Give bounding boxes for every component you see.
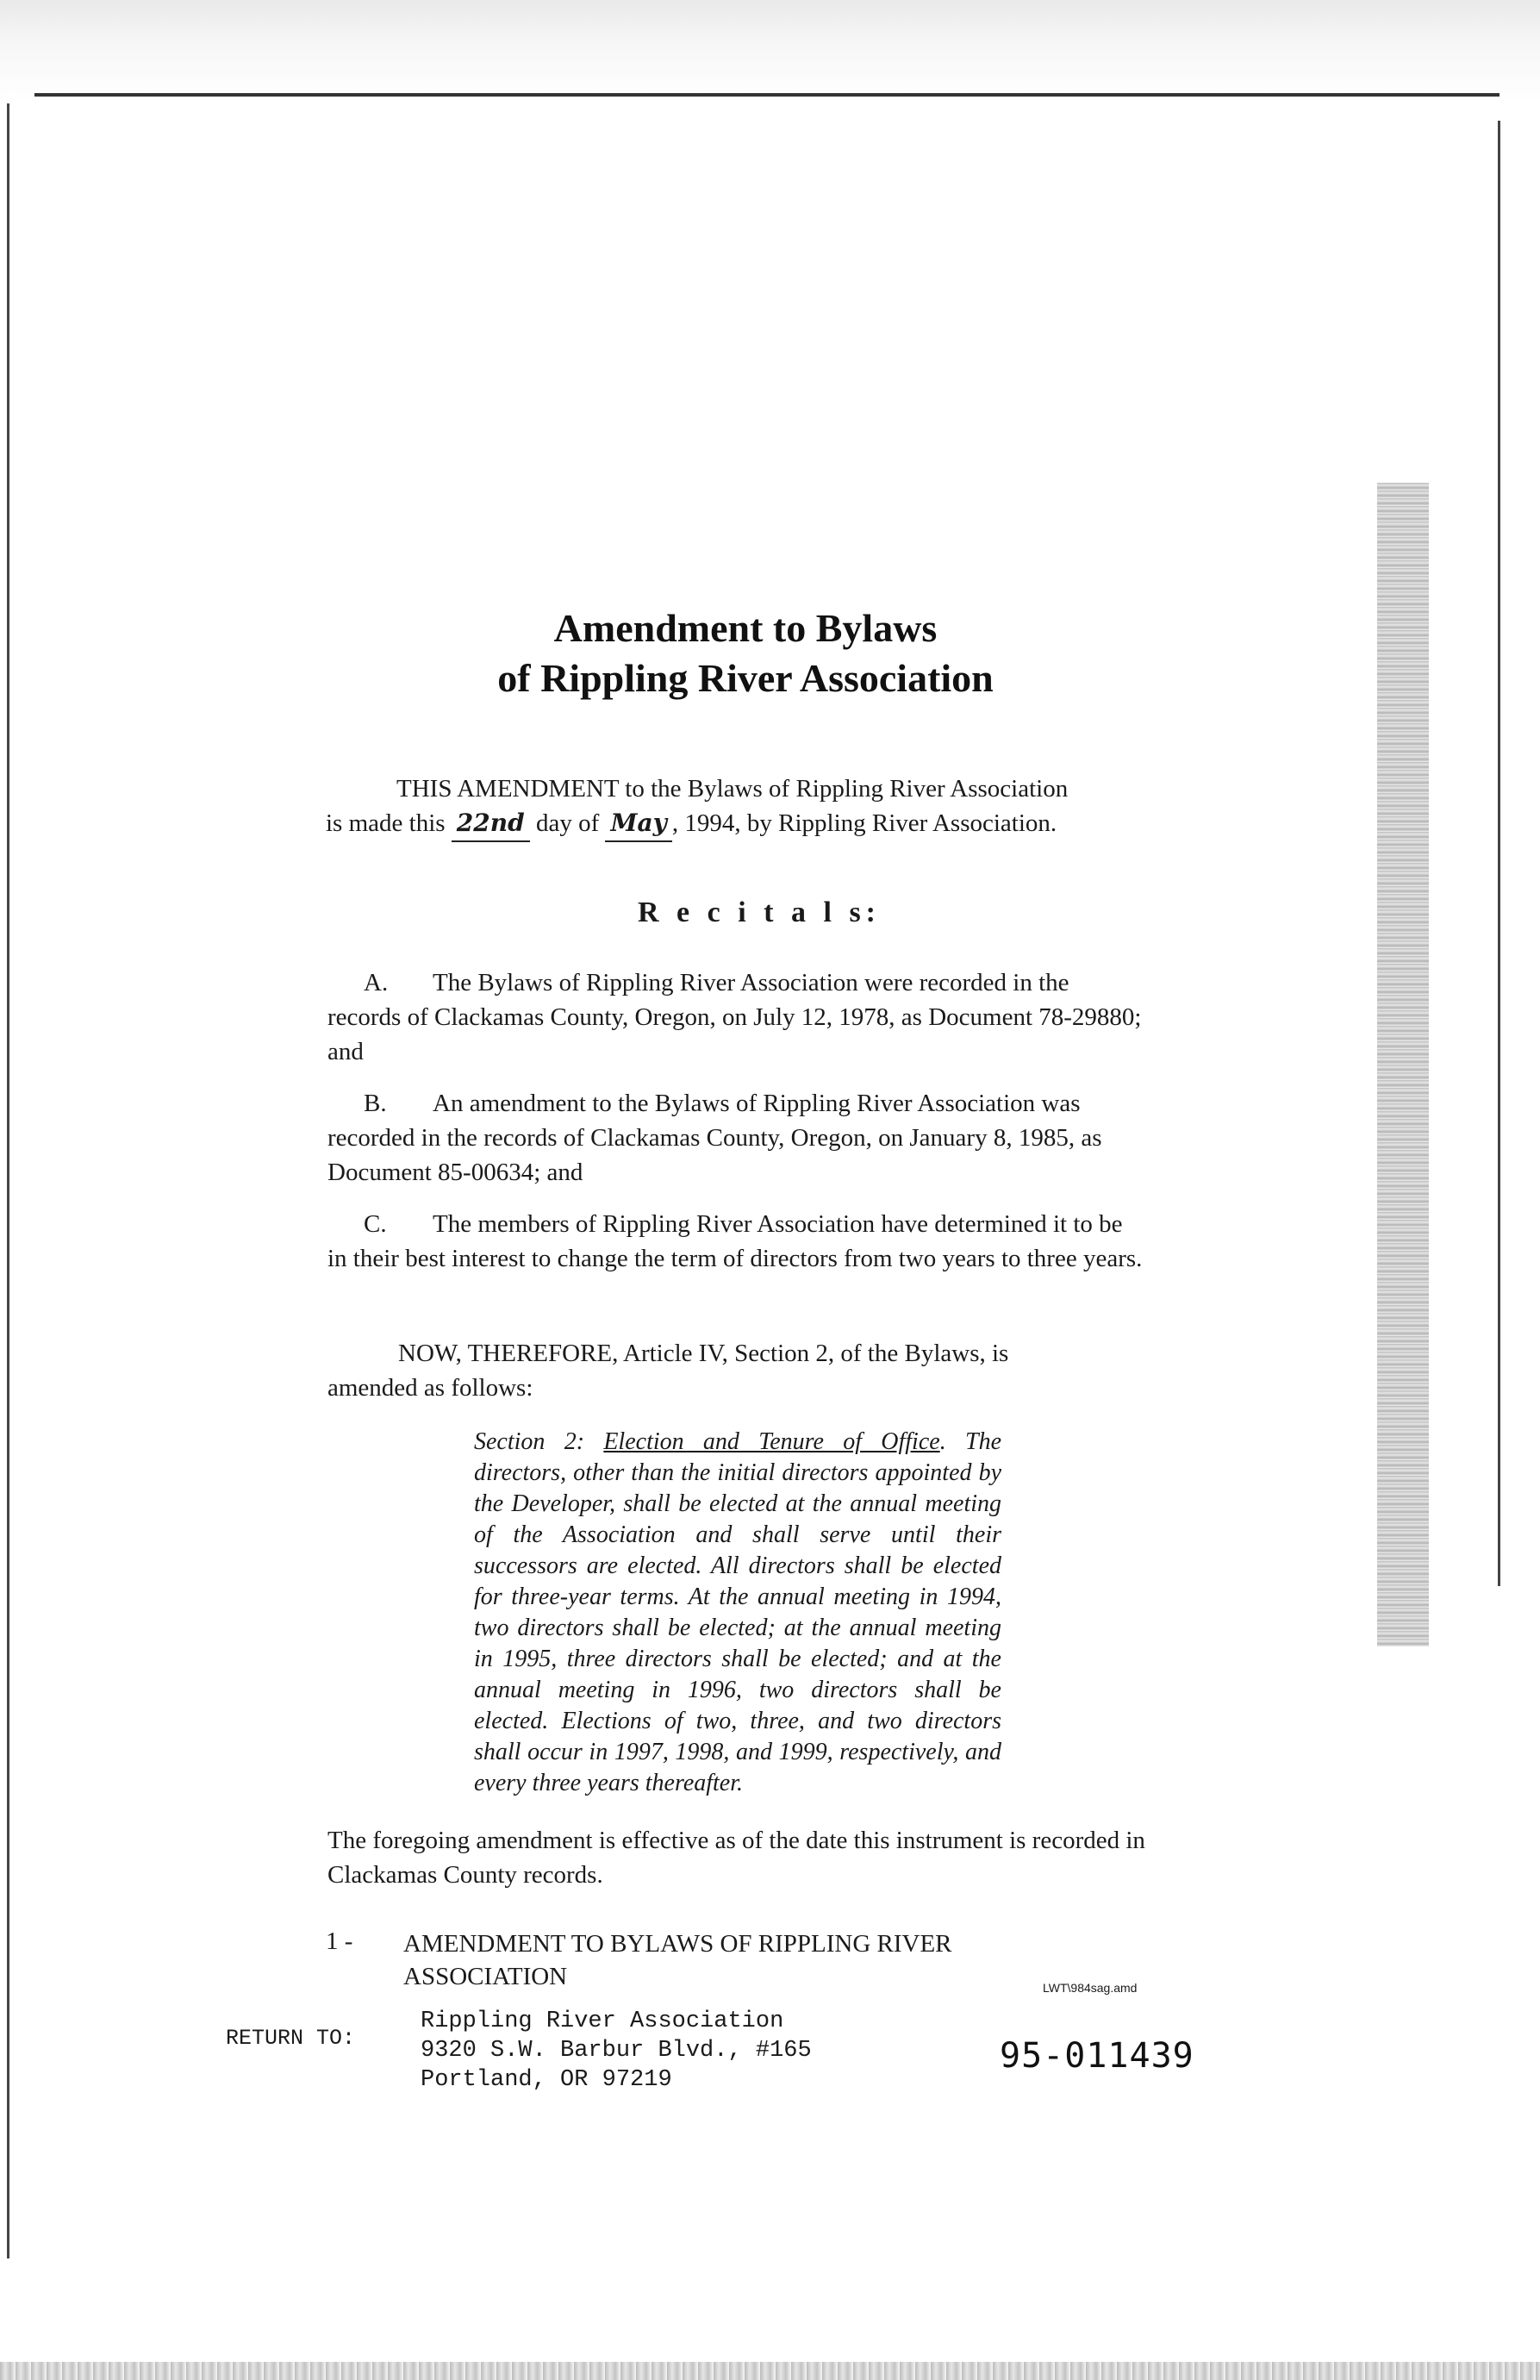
section-2-quote: Section 2: Election and Tenure of Office. The directors, other than the initial directors appointed by the Developer, shall be elected at the annual meeting of the Association and shall serve until their successors are elected. All directors shall be elected for three-year terms. At the annual meeting in 1994, two directors shall be elected; at the annual meeting in 1995, three directors shall be elected; and at the annual meeting in 1996, two directors shall be elected. Elections of two, three, and two directors shall occur in 1997, 1998, and 1999, respectively, and every three years thereafter. [474, 1428, 1001, 1796]
scan-border-line [34, 93, 1499, 97]
section-body: The directors, other than the initial directors appointed by the Developer, shall be elected at the annual meeting of the Association and shall serve until their successors are elected. All directors shall be elected for three-year terms. At the annual meeting in 1994, two directors shall be elected; at the annual meeting in 1995, three directors shall be elected; and at the annual meeting in 1996, two directors shall be elected. Elections of two, three, and two directors shall occur in 1997, 1998, and 1999, respectively, and every three years thereafter. [474, 1428, 1001, 1796]
recital-c [327, 1207, 1148, 1276]
scan-right-edge [1498, 121, 1500, 1586]
handwritten-month: May [605, 806, 671, 842]
recital-text: The members of Rippling River Association have determined it to be in their best interest to change the term of directors from two years to three years. [327, 1210, 1143, 1272]
return-address-line2: 9320 S.W. Barbur Blvd., #165 [421, 2038, 812, 2064]
now-therefore-paragraph [327, 1336, 1148, 1405]
recitals-heading: R e c i t a l s: [638, 896, 882, 928]
recital-a [327, 965, 1148, 1069]
footer-title: AMENDMENT TO BYLAWS OF RIPPLING RIVER ASSOCIATION [403, 1930, 952, 1990]
handwritten-day: 22nd [452, 806, 530, 842]
foregoing-paragraph: The foregoing amendment is effective as of the date this instrument is recorded in Clackamas County records. [327, 1827, 1145, 1889]
return-address-line3: Portland, OR 97219 [421, 2067, 672, 2093]
recital-text: The Bylaws of Rippling River Association were recorded in the records of Clackamas County, Oregon, on July 12, 1978, as Document 78-29880; and [327, 969, 1142, 1065]
return-address [421, 2007, 812, 2095]
recital-label: C. [364, 1210, 387, 1238]
intro-suffix: , 1994, by Rippling River Association. [671, 809, 1057, 837]
page-number: 1 - [326, 1927, 353, 1955]
document-title-line1: Amendment to Bylaws [553, 606, 938, 650]
recording-document-number: 95-011439 [1000, 2036, 1194, 2076]
recital-text: An amendment to the Bylaws of Rippling River Association was recorded in the records of Clackamas County, Oregon, on January 8, 1985, as Document 85-00634; and [327, 1090, 1102, 1186]
intro-day-suffix: day of [535, 809, 600, 837]
scan-artifact-top [0, 0, 1540, 103]
return-to-label: RETURN TO: [226, 2026, 356, 2051]
scan-noise-bottom [0, 2362, 1540, 2380]
recital-label: A. [364, 969, 389, 996]
return-address-line1: Rippling River Association [421, 2008, 784, 2034]
intro-prefix: is made this [326, 809, 446, 837]
now-therefore-rest: amended as follows: [327, 1374, 533, 1402]
scan-noise-right [1377, 483, 1429, 1646]
intro-line1: THIS AMENDMENT to the Bylaws of Rippling River Association [396, 775, 1069, 803]
scan-left-edge [7, 103, 9, 2258]
intro-paragraph [326, 771, 1146, 842]
section-title: Election and Tenure of Office [603, 1428, 940, 1455]
recital-label: B. [364, 1090, 387, 1117]
intro-line2 [326, 806, 1146, 842]
file-code: LWT\984sag.amd [1043, 1981, 1138, 1995]
section-prefix: Section 2: [474, 1428, 585, 1455]
recital-b [327, 1086, 1148, 1190]
document-title-line2: of Rippling River Association [497, 656, 994, 700]
now-therefore-first: NOW, THEREFORE, Article IV, Section 2, of the Bylaws, is [398, 1340, 1009, 1367]
